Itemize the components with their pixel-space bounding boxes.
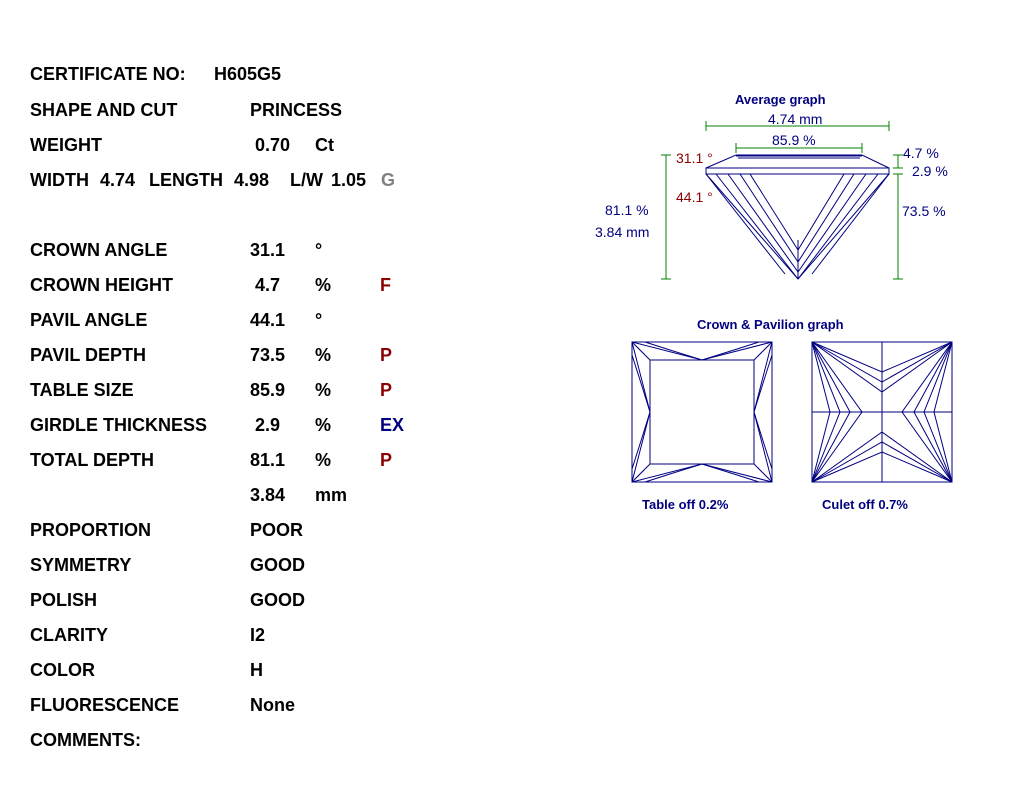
weight-value: 0.70 bbox=[255, 135, 291, 155]
measurement-label: PAVIL ANGLE bbox=[30, 310, 148, 330]
measurement-grade: P bbox=[380, 345, 393, 365]
measurement-unit: % bbox=[315, 345, 332, 365]
girdle-label: 2.9 % bbox=[912, 163, 948, 179]
width-label: WIDTH bbox=[30, 170, 89, 190]
length-value: 4.98 bbox=[234, 170, 270, 190]
measurement-unit: % bbox=[315, 415, 332, 435]
grade-value: H bbox=[250, 660, 263, 680]
weight-unit: Ct bbox=[315, 135, 334, 155]
length-label: LENGTH bbox=[149, 170, 223, 190]
total-depth-pct-label: 81.1 % bbox=[605, 202, 649, 218]
lw-value: 1.05 bbox=[331, 170, 367, 190]
width-value: 4.74 bbox=[100, 170, 136, 190]
measurement-grade: F bbox=[380, 275, 391, 295]
measurement-label: PAVIL DEPTH bbox=[30, 345, 147, 365]
lw-grade: G bbox=[381, 170, 396, 190]
table-label: 85.9 % bbox=[772, 132, 816, 148]
measurement-value: 2.9 bbox=[255, 415, 281, 435]
pavil-angle-label: 44.1 ° bbox=[676, 189, 713, 205]
measurement-unit: % bbox=[315, 380, 332, 400]
grade-value: POOR bbox=[250, 520, 304, 540]
grade-value: I2 bbox=[250, 625, 266, 645]
total-depth-mm-label: 3.84 mm bbox=[595, 224, 650, 240]
crown-height-label: 4.7 % bbox=[903, 145, 939, 161]
comments-label: COMMENTS: bbox=[30, 730, 141, 750]
grade-value: GOOD bbox=[250, 555, 306, 575]
measurement-label: CROWN ANGLE bbox=[30, 240, 168, 260]
measurement-value: 44.1 bbox=[250, 310, 286, 330]
grade-label: CLARITY bbox=[30, 625, 108, 645]
measurement-value: 85.9 bbox=[250, 380, 286, 400]
measurement-grade: P bbox=[380, 450, 393, 470]
measurement-label: TOTAL DEPTH bbox=[30, 450, 155, 470]
crown-view bbox=[632, 342, 772, 482]
average-graph-profile bbox=[706, 155, 889, 279]
measurement-value: 4.7 bbox=[255, 275, 281, 295]
pavil-depth-label: 73.5 % bbox=[902, 203, 946, 219]
measurement-unit: ° bbox=[315, 310, 323, 330]
table-off-label: Table off 0.2% bbox=[642, 497, 729, 512]
pavilion-view bbox=[812, 342, 952, 482]
measurement-unit: mm bbox=[315, 485, 348, 505]
measurement-value: 81.1 bbox=[250, 450, 286, 470]
lw-label: L/W bbox=[290, 170, 323, 190]
grade-value: GOOD bbox=[250, 590, 306, 610]
measurement-grade: P bbox=[380, 380, 393, 400]
measurement-unit: % bbox=[315, 275, 332, 295]
measurement-unit: % bbox=[315, 450, 332, 470]
grade-label: SYMMETRY bbox=[30, 555, 132, 575]
average-graph-title: Average graph bbox=[735, 92, 826, 107]
certificate-label: CERTIFICATE NO: bbox=[30, 64, 186, 84]
measurement-value: 73.5 bbox=[250, 345, 286, 365]
grade-label: FLUORESCENCE bbox=[30, 695, 180, 715]
grade-label: COLOR bbox=[30, 660, 95, 680]
measurement-label: CROWN HEIGHT bbox=[30, 275, 173, 295]
crown-pavilion-graph-title: Crown & Pavilion graph bbox=[697, 317, 844, 332]
width-label: 4.74 mm bbox=[768, 111, 823, 127]
measurement-value: 3.84 bbox=[250, 485, 286, 505]
measurement-grade: EX bbox=[380, 415, 405, 435]
crown-outline bbox=[706, 155, 889, 168]
shape-label: SHAPE AND CUT bbox=[30, 100, 178, 120]
measurement-value: 31.1 bbox=[250, 240, 286, 260]
girdle-outline bbox=[706, 168, 889, 174]
grade-label: PROPORTION bbox=[30, 520, 152, 540]
certificate-number: H605G5 bbox=[214, 64, 282, 84]
measurement-label: GIRDLE THICKNESS bbox=[30, 415, 208, 435]
measurement-label: TABLE SIZE bbox=[30, 380, 134, 400]
grade-value: None bbox=[250, 695, 295, 715]
measurement-unit: ° bbox=[315, 240, 323, 260]
crown-angle-label: 31.1 ° bbox=[676, 150, 713, 166]
weight-label: WEIGHT bbox=[30, 135, 102, 155]
culet-off-label: Culet off 0.7% bbox=[822, 497, 908, 512]
grade-label: POLISH bbox=[30, 590, 98, 610]
shape-value: PRINCESS bbox=[250, 100, 343, 120]
